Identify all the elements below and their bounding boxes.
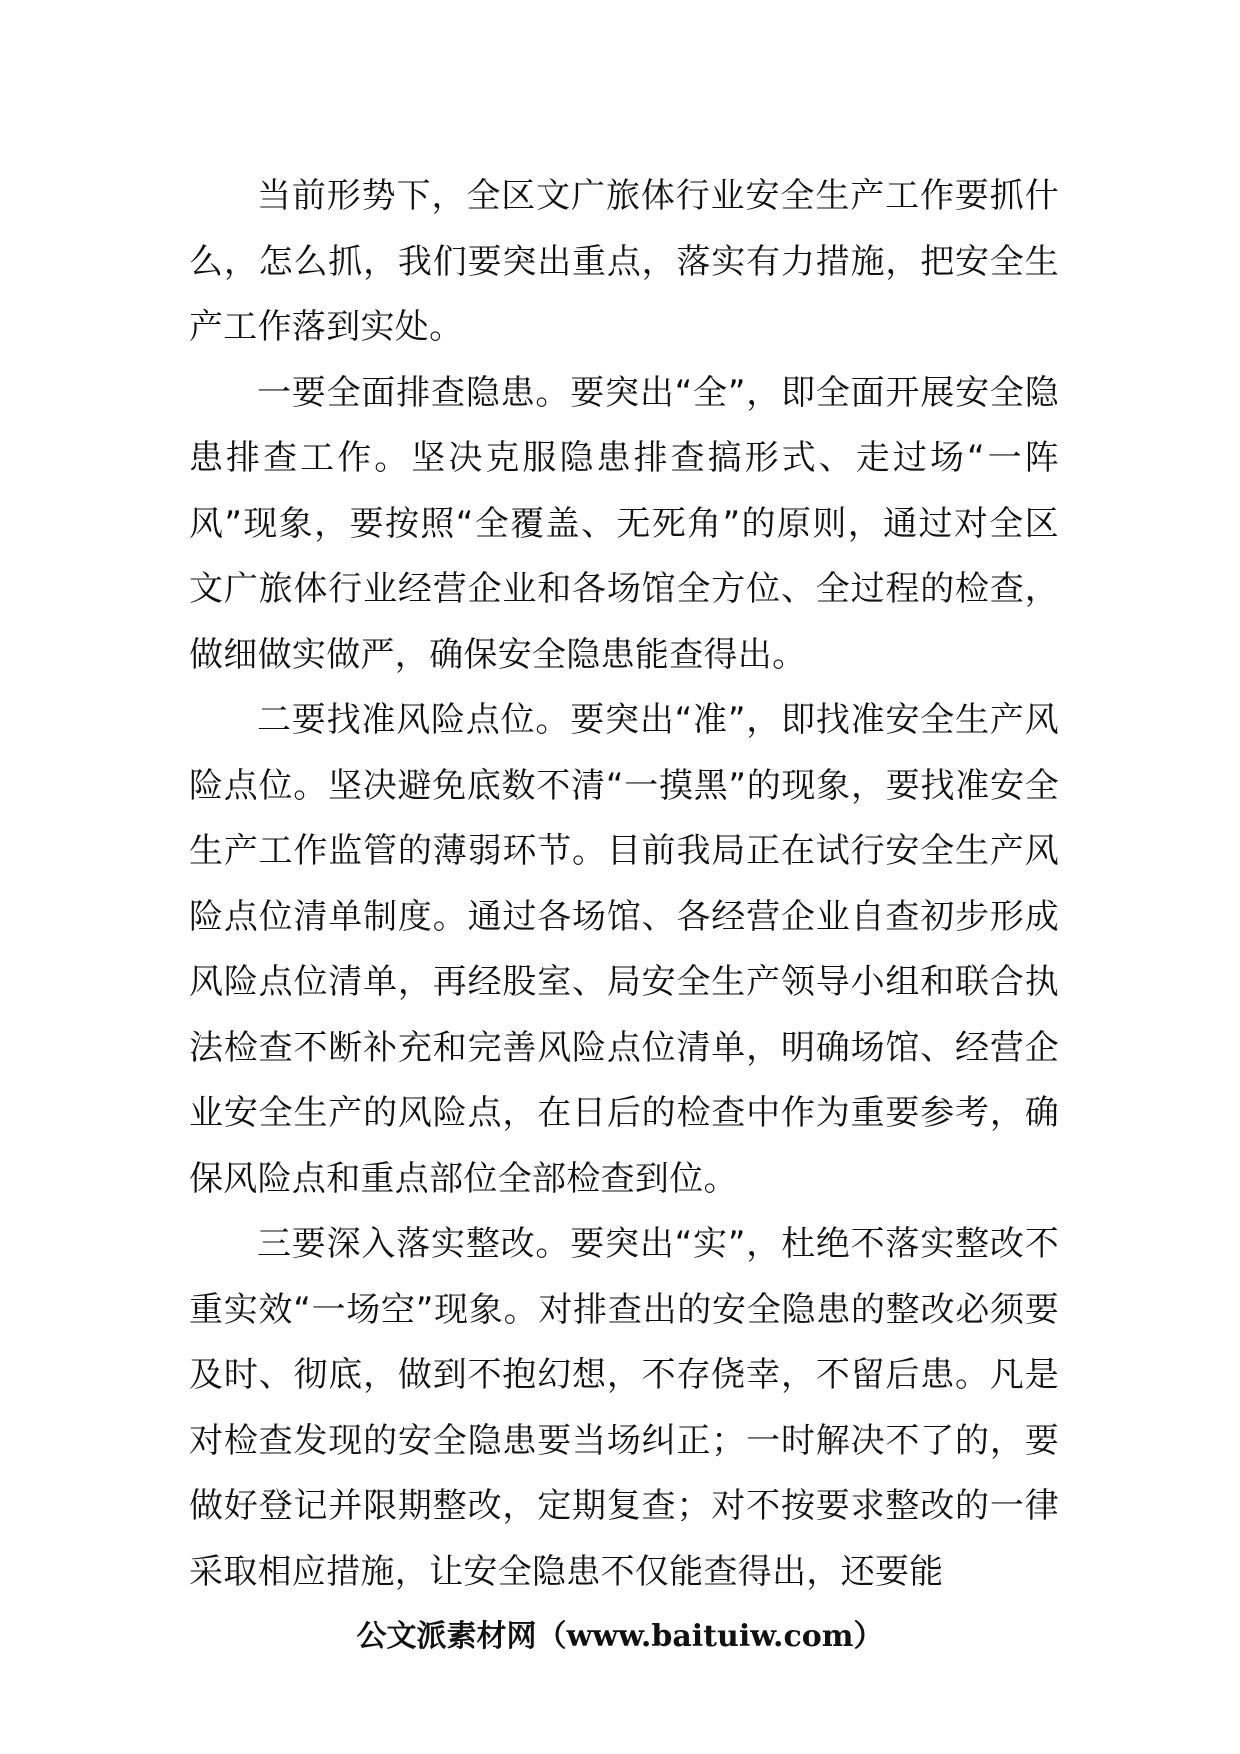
footer-watermark: 公文派素材网（www.baituiw.com） — [356, 1619, 884, 1654]
paragraph-point-one: 一要全面排查隐患。要突出“全”，即全面开展安全隐患排查工作。坚决克服隐患排查搞形式、走过场“一阵风”现象，要按照“全覆盖、无死角”的原则，通过对全区文广旅体行业经营企业和各场馆全方位、全过程的检查，做细做实做严，确保安全隐患能查得出。 — [189, 372, 1059, 675]
document-body — [189, 164, 1059, 1605]
paragraph-point-two: 二要找准风险点位。要突出“准”，即找准安全生产风险点位。坚决避免底数不清“一摸黑”的现象，要找准安全生产工作监管的薄弱环节。目前我局正在试行安全生产风险点位清单制度。通过各场馆、各经营企业自查初步形成风险点位清单，再经股室、局安全生产领导小组和联合执法检查不断补充和完善风险点位清单，明确场馆、经营企业安全生产的风险点，在日后的检查中作为重要参考，确保风险点和重点部位全部检查到位。 — [189, 700, 1059, 1199]
paragraph-point-three: 三要深入落实整改。要突出“实”，杜绝不落实整改不重实效“一场空”现象。对排查出的安全隐患的整改必须要及时、彻底，做到不抱幻想，不存侥幸，不留后患。凡是对检查发现的安全隐患要当场纠正；一时解决不了的，要做好登记并限期整改，定期复查；对不按要求整改的一律采取相应措施，让安全隐患不仅能查得出，还要能 — [189, 1224, 1059, 1592]
paragraph-intro: 当前形势下，全区文广旅体行业安全生产工作要抓什么，怎么抓，我们要突出重点，落实有力措施，把安全生产工作落到实处。 — [189, 176, 1059, 347]
